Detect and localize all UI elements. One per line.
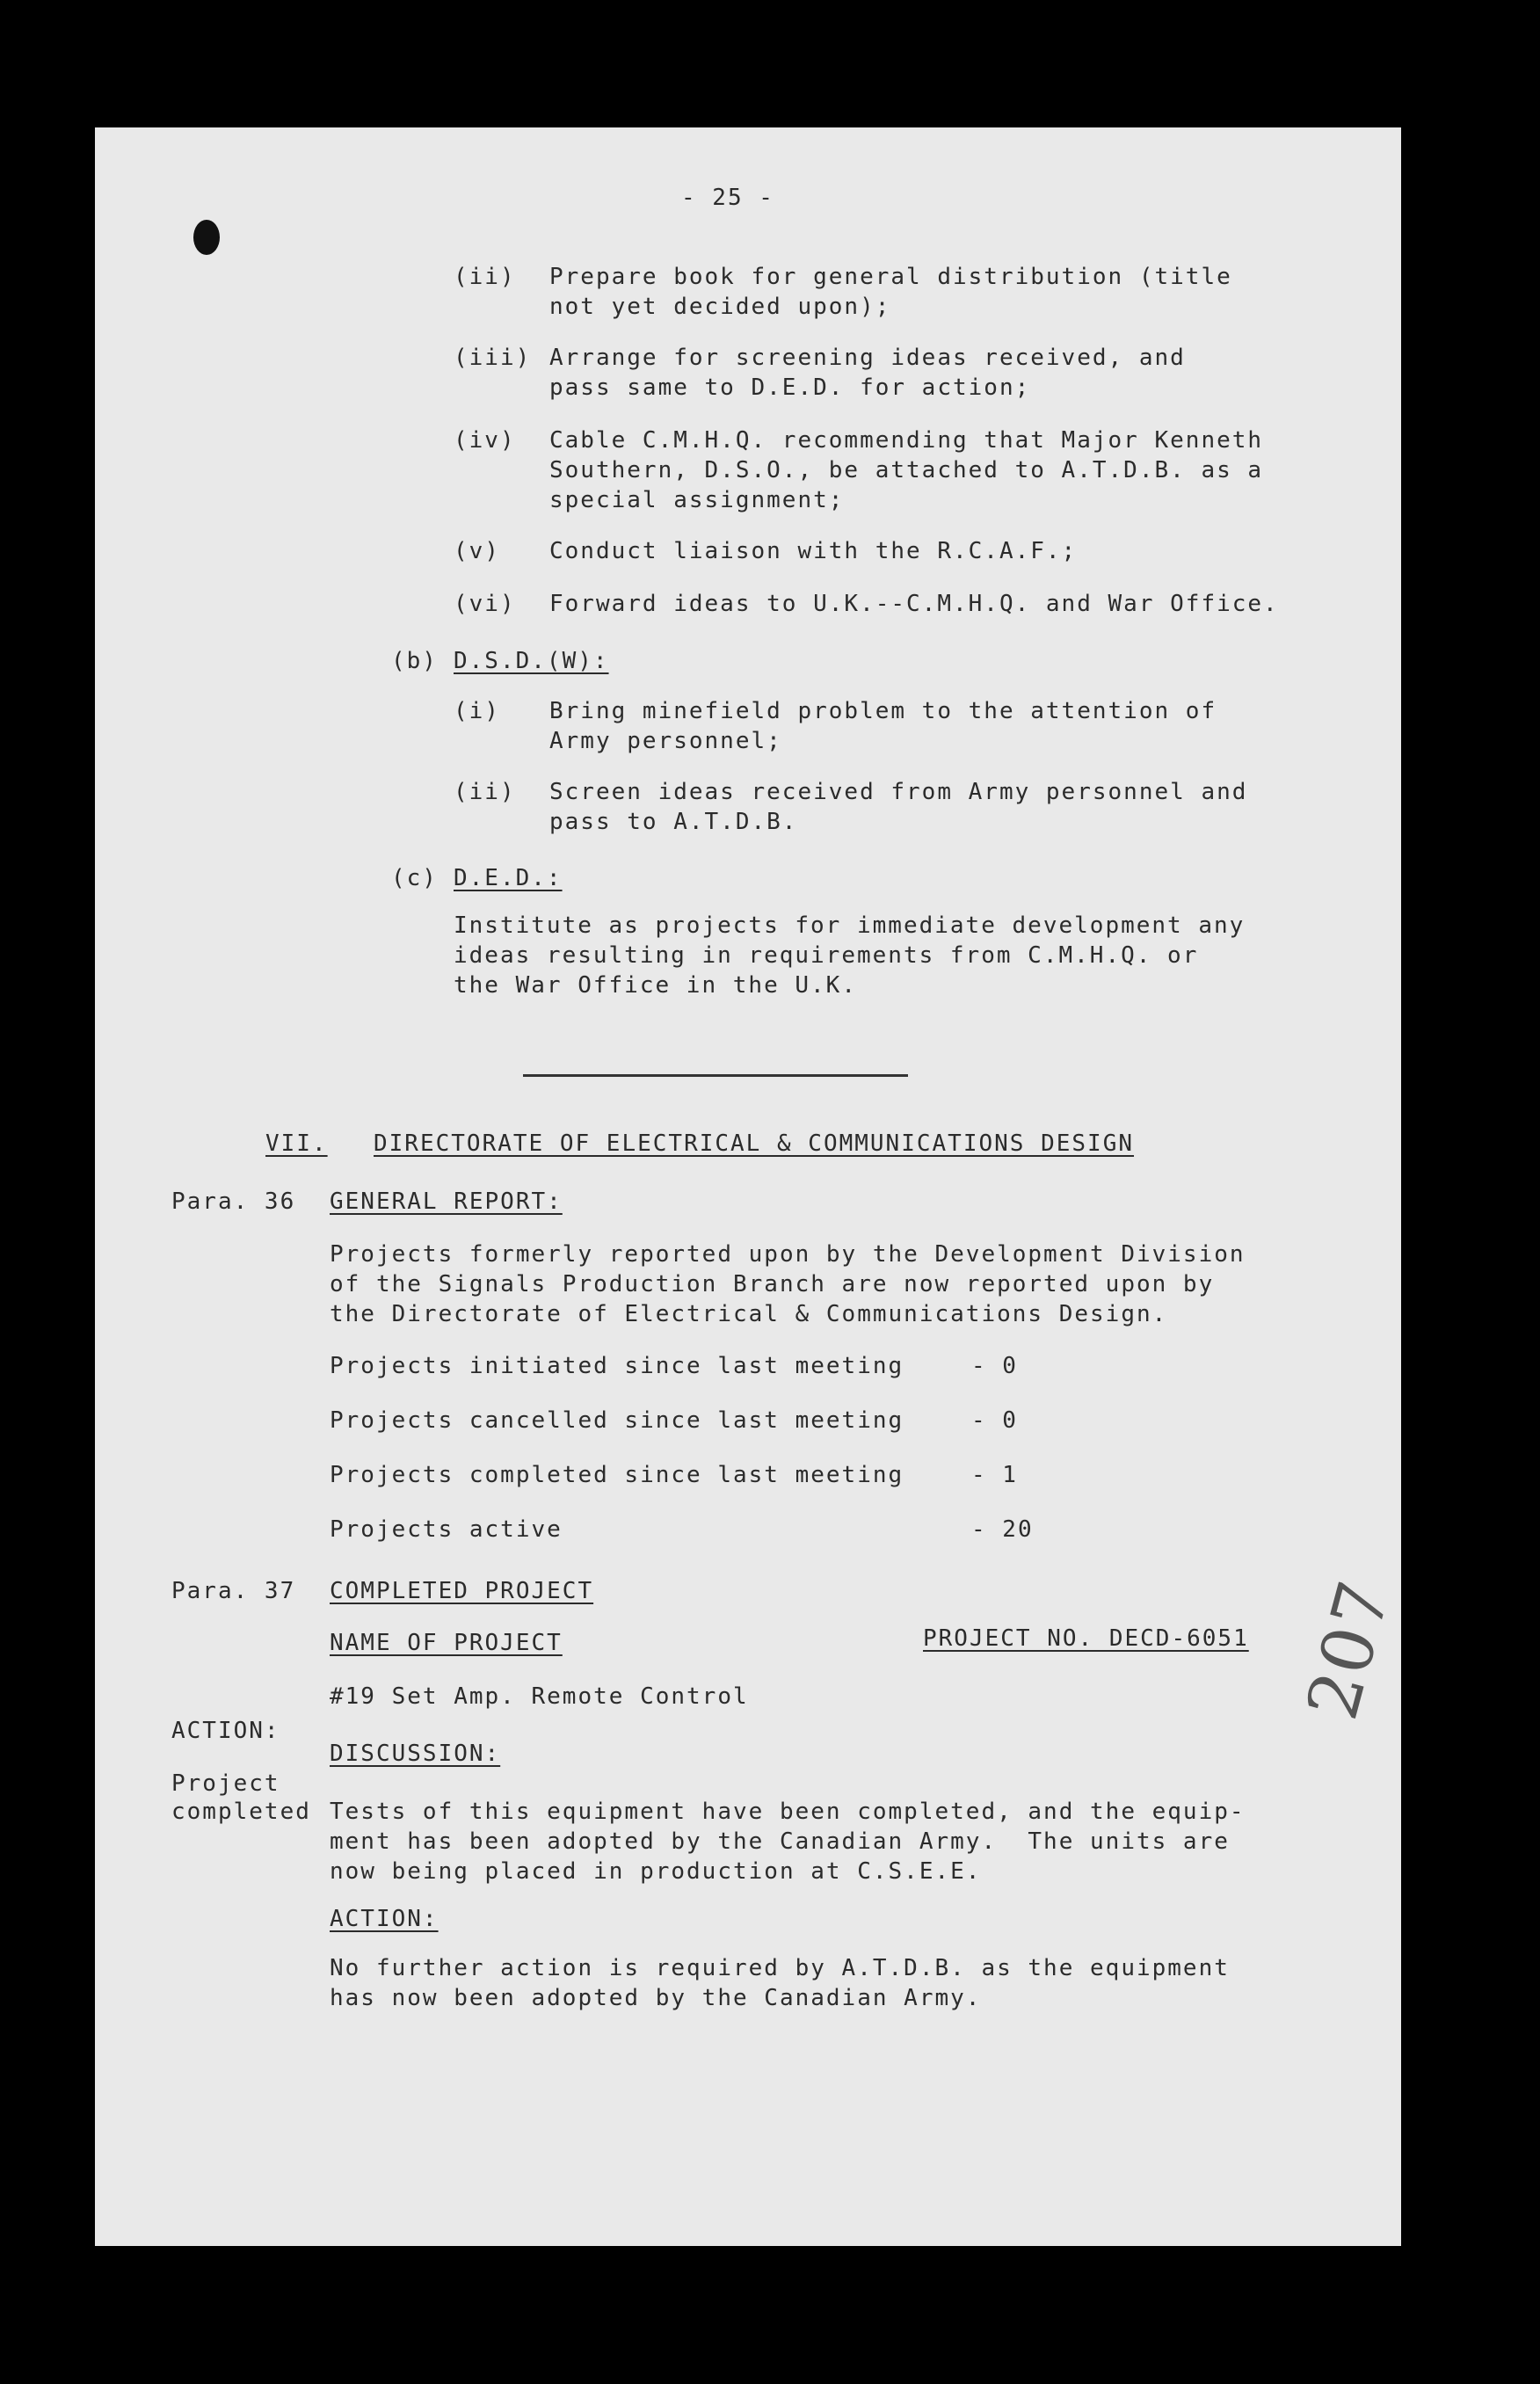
item-vi-number: (vi) xyxy=(454,591,516,617)
para36-line1: Projects formerly reported upon by the Development Division xyxy=(330,1241,1246,1268)
stat-completed-label: Projects completed since last meeting xyxy=(330,1462,904,1488)
action-line2: has now been adopted by the Canadian Army. xyxy=(330,1985,982,2011)
item-ii-line2: not yet decided upon); xyxy=(549,294,891,320)
stat-completed-value: - 1 xyxy=(971,1462,1018,1488)
stat-active-value: - 20 xyxy=(971,1516,1034,1543)
section-b-label: (b) xyxy=(391,648,438,674)
para36-heading: GENERAL REPORT: xyxy=(330,1188,563,1215)
b-item-i-line1: Bring minefield problem to the attention of xyxy=(549,698,1217,724)
discussion-line3: now being placed in production at C.S.E.E. xyxy=(330,1858,982,1885)
section-c-line1: Institute as projects for immediate development any xyxy=(454,912,1246,939)
section-b-heading: D.S.D.(W): xyxy=(454,648,609,674)
side-status-line1: Project xyxy=(171,1770,280,1797)
section-divider xyxy=(523,1074,908,1077)
item-iv-line3: special assignment; xyxy=(549,487,845,513)
project-name-heading: NAME OF PROJECT xyxy=(330,1630,563,1656)
para36-line3: the Directorate of Electrical & Communications Design. xyxy=(330,1301,1168,1327)
discussion-line2: ment has been adopted by the Canadian Army. The units are xyxy=(330,1828,1230,1855)
stat-cancelled-label: Projects cancelled since last meeting xyxy=(330,1407,904,1434)
b-item-ii-line1: Screen ideas received from Army personnel and xyxy=(549,779,1248,805)
item-ii-number: (ii) xyxy=(454,264,516,290)
section-c-line2: ideas resulting in requirements from C.M.H.Q. or xyxy=(454,942,1199,969)
project-number: PROJECT NO. DECD-6051 xyxy=(923,1625,1249,1652)
stat-initiated-label: Projects initiated since last meeting xyxy=(330,1353,904,1379)
section-c-label: (c) xyxy=(391,865,438,891)
item-iv-line1: Cable C.M.H.Q. recommending that Major Kenneth xyxy=(549,427,1264,454)
section-c-heading: D.E.D.: xyxy=(454,865,563,891)
item-iii-line2: pass same to D.E.D. for action; xyxy=(549,374,1031,401)
stat-active-label: Projects active xyxy=(330,1516,563,1543)
b-item-ii-line2: pass to A.T.D.B. xyxy=(549,809,798,835)
side-action-label: ACTION: xyxy=(171,1718,280,1744)
item-ii-line1: Prepare book for general distribution (title xyxy=(549,264,1232,290)
handwritten-page-number: 207 xyxy=(1290,1571,1406,1728)
item-vi-line1: Forward ideas to U.K.--C.M.H.Q. and War Office. xyxy=(549,591,1279,617)
page-number: - 25 - xyxy=(681,185,774,211)
para37-heading: COMPLETED PROJECT xyxy=(330,1578,594,1604)
b-item-i-line2: Army personnel; xyxy=(549,728,782,754)
item-v-line1: Conduct liaison with the R.C.A.F.; xyxy=(549,538,1078,564)
item-iv-line2: Southern, D.S.O., be attached to A.T.D.B. as a xyxy=(549,457,1264,483)
section-vii-title: DIRECTORATE OF ELECTRICAL & COMMUNICATIONS DESIGN xyxy=(374,1130,1135,1157)
item-iii-line1: Arrange for screening ideas received, and xyxy=(549,345,1186,371)
stat-cancelled-value: - 0 xyxy=(971,1407,1018,1434)
item-iv-number: (iv) xyxy=(454,427,516,454)
discussion-heading: DISCUSSION: xyxy=(330,1741,501,1767)
action-line1: No further action is required by A.T.D.B. as the equipment xyxy=(330,1955,1230,1981)
para37-label: Para. 37 xyxy=(171,1578,296,1604)
project-name: #19 Set Amp. Remote Control xyxy=(330,1683,749,1710)
item-iii-number: (iii) xyxy=(454,345,532,371)
punch-hole-mark xyxy=(193,220,220,255)
stat-initiated-value: - 0 xyxy=(971,1353,1018,1379)
item-v-number: (v) xyxy=(454,538,500,564)
para36-label: Para. 36 xyxy=(171,1188,296,1215)
discussion-line1: Tests of this equipment have been completed, and the equip- xyxy=(330,1799,1246,1825)
b-item-i-number: (i) xyxy=(454,698,500,724)
side-status-line2: completed xyxy=(171,1799,311,1825)
section-vii-number: VII. xyxy=(265,1130,328,1157)
action-heading: ACTION: xyxy=(330,1906,439,1932)
para36-line2: of the Signals Production Branch are now reported upon by xyxy=(330,1271,1215,1297)
section-c-line3: the War Office in the U.K. xyxy=(454,972,857,999)
b-item-ii-number: (ii) xyxy=(454,779,516,805)
